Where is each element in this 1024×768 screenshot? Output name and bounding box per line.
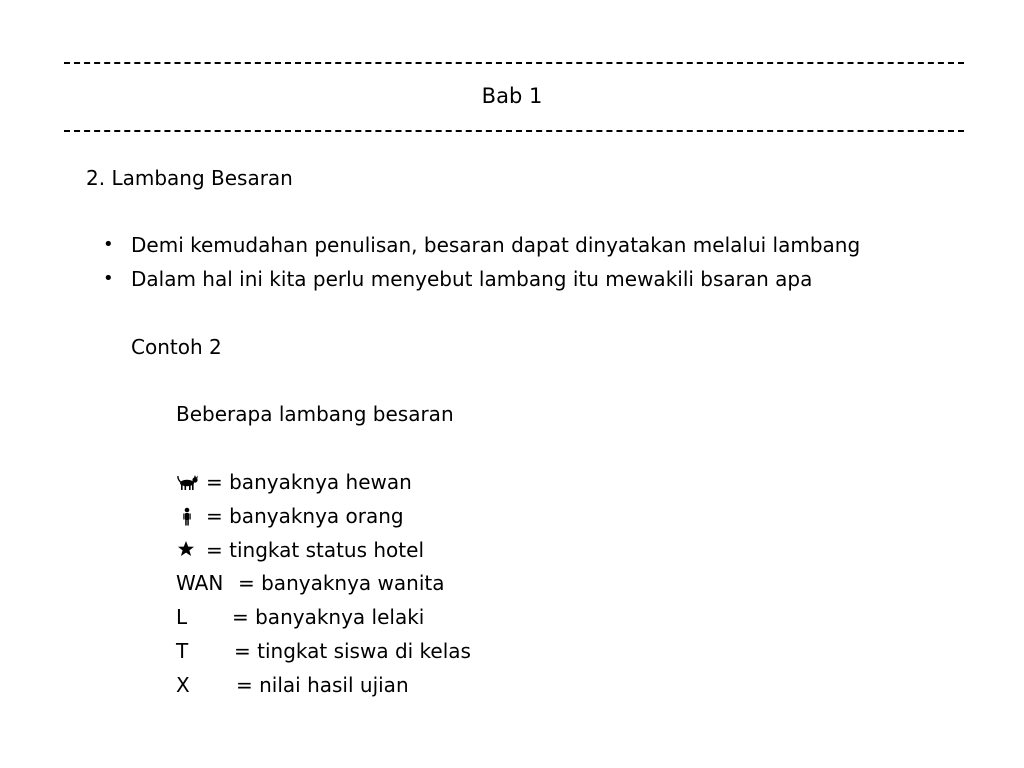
symbols-subtitle: Beberapa lambang besaran <box>176 402 454 426</box>
example-title: Contoh 2 <box>131 335 222 359</box>
section-heading: 2. Lambang Besaran <box>86 166 293 190</box>
symbol-meaning: = banyaknya hewan <box>206 470 412 494</box>
bullet-text: Demi kemudahan penulisan, besaran dapat dinyatakan melalui lambang <box>131 233 861 257</box>
symbol-meaning: = tingkat status hotel <box>206 538 424 562</box>
symbol-meaning: = banyaknya lelaki <box>232 605 425 629</box>
symbol-label: L <box>176 605 188 629</box>
bullet-dot-icon: • <box>103 234 114 255</box>
symbol-row <box>176 671 409 699</box>
symbol-row <box>176 569 444 597</box>
bullet-item <box>103 265 813 293</box>
slide-title: Bab 1 <box>481 84 543 108</box>
star-icon <box>176 536 206 564</box>
animal-icon <box>176 468 206 496</box>
symbol-row <box>176 536 424 564</box>
person-icon <box>176 502 206 530</box>
bullet-text: Dalam hal ini kita perlu menyebut lambang itu mewakili bsaran apa <box>131 267 813 291</box>
symbol-meaning: = banyaknya wanita <box>238 571 445 595</box>
bullet-item <box>103 231 861 259</box>
symbol-meaning: = nilai hasil ujian <box>236 673 409 697</box>
symbol-row <box>176 468 412 496</box>
symbol-row <box>176 637 471 665</box>
top-dashed-divider <box>64 62 964 64</box>
bottom-dashed-divider <box>64 130 964 132</box>
symbol-row <box>176 603 424 631</box>
symbol-label: X <box>176 673 190 697</box>
bullet-dot-icon: • <box>103 268 114 289</box>
symbol-meaning: = tingkat siswa di kelas <box>234 639 471 663</box>
symbol-label: WAN <box>176 571 224 595</box>
symbol-label: T <box>176 639 189 663</box>
symbol-row <box>176 502 404 530</box>
symbol-meaning: = banyaknya orang <box>206 504 404 528</box>
